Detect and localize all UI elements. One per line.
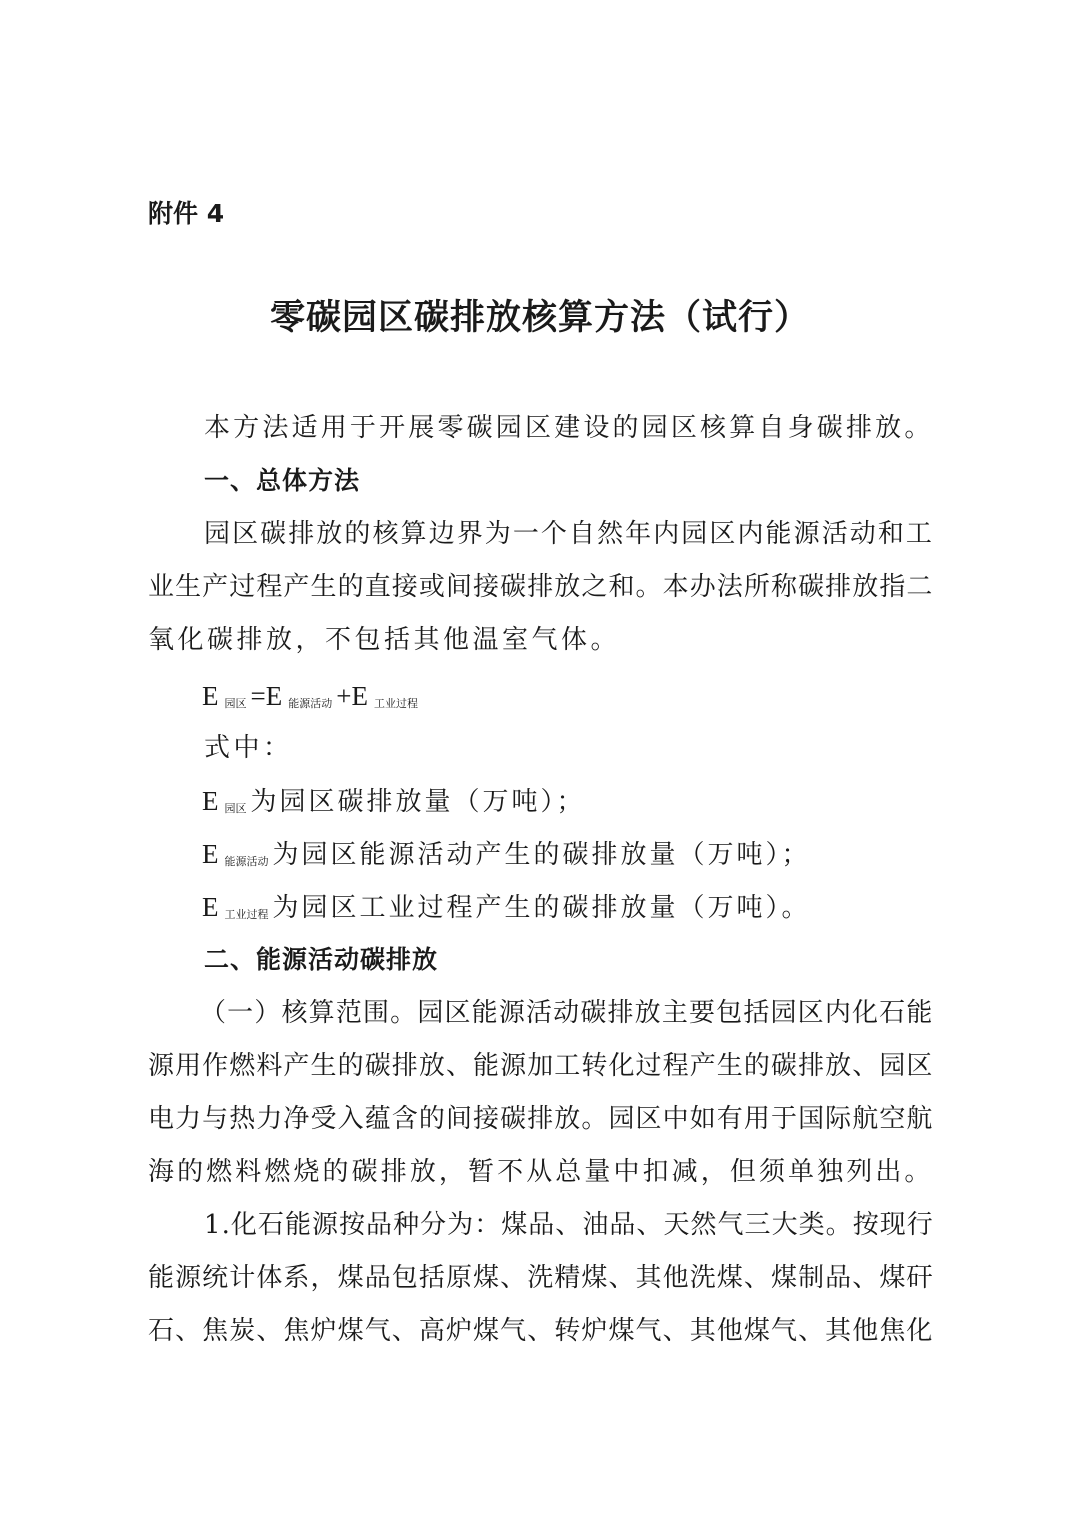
paragraph-line: 电力与热力净受入蕴含的间接碳排放。园区中如有用于国际航空航 — [148, 1104, 934, 1134]
intro-paragraph: 本方法适用于开展零碳园区建设的园区核算自身碳排放。 — [204, 413, 934, 443]
definition-text: 为园区碳排放量（万吨）； — [250, 787, 586, 817]
definition-text: 为园区工业过程产生的碳排放量（万吨）。 — [272, 893, 811, 923]
definition-energy — [202, 834, 811, 882]
formula-symbol-e: E — [265, 681, 283, 711]
definition-subscript: 工业过程 — [224, 908, 269, 921]
definition-subscript: 能源活动 — [224, 855, 269, 868]
definition-symbol-e: E — [202, 839, 219, 869]
section-heading-energy-activity: 二、能源活动碳排放 — [204, 945, 439, 974]
definition-symbol-e: E — [202, 892, 219, 922]
definition-subscript: 园区 — [224, 802, 247, 815]
paragraph-line: （一）核算范围。园区能源活动碳排放主要包括园区内化石能 — [200, 998, 934, 1028]
paragraph-line: 石、焦炭、焦炉煤气、高炉煤气、转炉煤气、其他煤气、其他焦化 — [148, 1316, 934, 1346]
definition-text: 为园区能源活动产生的碳排放量（万吨）； — [272, 840, 811, 870]
paragraph-line: 园区碳排放的核算边界为一个自然年内园区内能源活动和工 — [204, 519, 935, 549]
paragraph-line: 业生产过程产生的直接或间接碳排放之和。本办法所称碳排放指二 — [148, 572, 934, 602]
paragraph-line: 能源统计体系，煤品包括原煤、洗精煤、其他洗煤、煤制品、煤矸 — [148, 1263, 934, 1293]
formula-plus: + — [336, 681, 352, 711]
definition-industry — [202, 887, 811, 935]
definition-symbol-e: E — [202, 786, 219, 816]
formula-symbol-e: E — [351, 681, 368, 711]
where-label: 式中： — [204, 733, 293, 763]
paragraph-line: 氧化碳排放，不包括其他温室气体。 — [148, 625, 621, 655]
formula-subscript-park: 园区 — [224, 697, 247, 710]
document-title: 零碳园区碳排放核算方法（试行） — [269, 297, 810, 338]
formula-equals: = — [250, 681, 266, 711]
formula-symbol-e: E — [202, 681, 219, 711]
formula-subscript-industry: 工业过程 — [373, 697, 418, 710]
emission-formula — [202, 676, 422, 724]
annex-label: 附件 4 — [148, 199, 225, 228]
paragraph-line: 1.化石能源按品种分为：煤品、油品、天然气三大类。按现行 — [204, 1210, 934, 1240]
formula-subscript-energy: 能源活动 — [288, 697, 333, 710]
paragraph-line: 源用作燃料产生的碳排放、能源加工转化过程产生的碳排放、园区 — [148, 1051, 934, 1081]
definition-park — [202, 781, 586, 829]
paragraph-line: 海的燃料燃烧的碳排放，暂不从总量中扣减，但须单独列出。 — [148, 1157, 934, 1187]
section-heading-overall-method: 一、总体方法 — [204, 466, 361, 495]
